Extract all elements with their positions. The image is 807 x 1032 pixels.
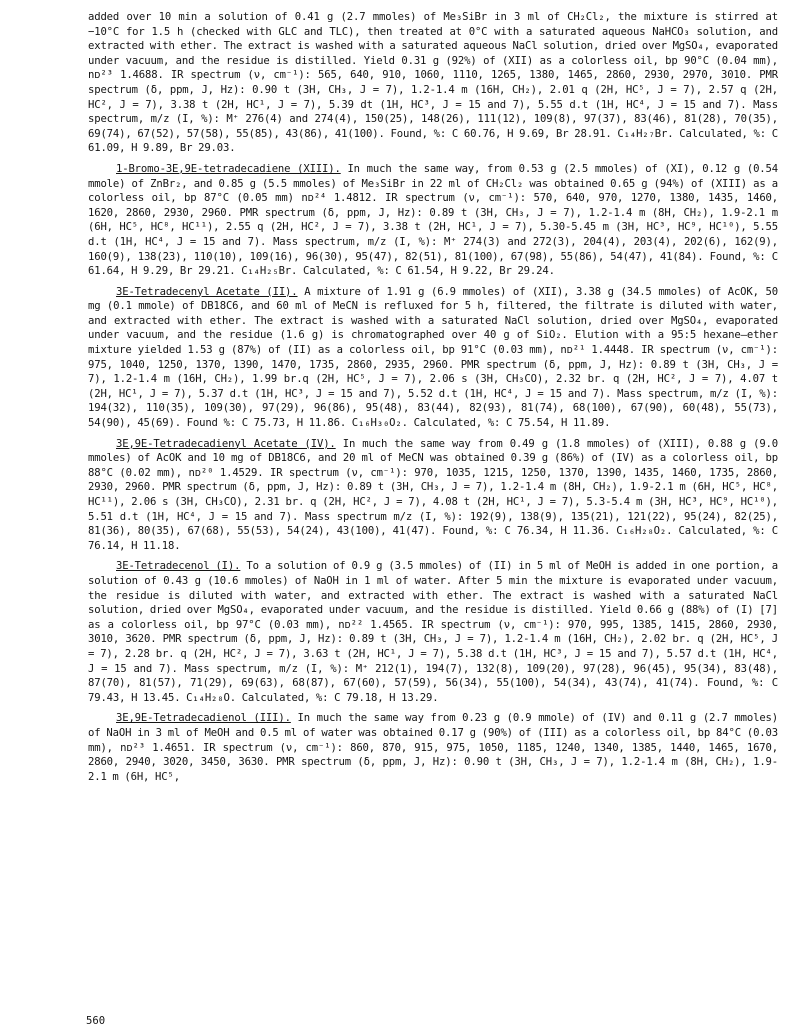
section-heading: 3E,9E-Tetradecadienol (III). bbox=[116, 712, 291, 725]
paragraph-continuation bbox=[88, 10, 778, 156]
paragraph-iv bbox=[88, 437, 778, 554]
paragraph-xiii bbox=[88, 162, 778, 279]
page-body bbox=[88, 10, 778, 790]
paragraph-body: In much the same way, from 0.53 g (2.5 mmoles) of (XI), 0.12 g (0.54 mmole) of ZnBr₂, and 0.85 g (5.5 mmoles) of Me₃SiBr in 22 ml of CH₂Cl₂ was obtained 0.65 g (94%) of (XIII) as a colorless oil, bp 87°C (0.05 mm) nᴅ²⁴ 1.4812. IR spectrum (ν, cm⁻¹): 570, 640, 970, 1270, 1380, 1435, 1460, 1620, 2860, 2930, 2960. PMR spectrum (δ, ppm, J, Hz): 0.89 t (3H, CH₃, J = 7), 1.2-1.4 m (8H, CH₂), 1.9-2.1 m (6H, HC⁵, HC⁸, HC¹¹), 2.55 q (2H, HC², J = 7), 3.38 t (2H, HC¹, J = 7), 5.30-5.45 m (3H, HC³, HC⁹, HC¹⁰), 5.55 d.t (1H, HC⁴, J = 15 and 7). Mass spectrum, m/z (I, %): M⁺ 274(3) and 272(3), 204(4), 203(4), 202(6), 162(9), 160(9), 138(23), 110(10), 109(16), 96(30), 95(47), 82(51), 81(100), 67(98), 55(86), 54(47), 41(84). Found, %: C 61.64, H 9.29, Br 29.21. C₁₄H₂₅Br. Calculated, %: C 61.54, H 9.22, Br 29.24. bbox=[88, 162, 778, 278]
section-heading: 3E-Tetradecenyl Acetate (II). bbox=[116, 285, 298, 298]
section-heading: 3E-Tetradecenol (I). bbox=[116, 560, 241, 573]
section-heading: 3E,9E-Tetradecadienyl Acetate (IV). bbox=[116, 437, 336, 450]
paragraph-i bbox=[88, 559, 778, 705]
paragraph-ii bbox=[88, 285, 778, 431]
paragraph-body: A mixture of 1.91 g (6.9 mmoles) of (XII), 3.38 g (34.5 mmoles) of AcOK, 50 mg (0.1 mmole) of DB18C6, and 60 ml of MeCN is refluxed for 5 h, filtered, the filtrate is diluted with water, and extracted with ether. The extract is washed with a saturated NaCl solution, dried over MgSO₄, evaporated under vacuum, and the residue (1.6 g) is chromatographed over 40 g of SiO₂. Elution with a 95:5 hexane—ether mixture yielded 1.53 g (87%) of (II) as a colorless oil, bp 91°C (0.03 mm), nᴅ²¹ 1.4448. IR spectrum (ν, cm⁻¹): 975, 1040, 1250, 1370, 1390, 1470, 1735, 2860, 2935, 2960. PMR spectrum (δ, ppm, J, Hz): 0.89 t (3H, CH₃, J = 7), 1.2-1.4 m (16H, CH₂), 1.99 br.q (2H, HC⁵, J = 7), 2.06 s (3H, CH₃CO), 2.32 br. q (2H, HC², J = 7), 4.07 t (2H, HC¹, J = 7), 5.37 d.t (1H, HC³, J = 15 and 7), 5.52 d.t (1H, HC⁴, J = 15 and 7). Mass spectrum, m/z (I, %): 194(32), 110(35), 109(30), 97(29), 96(86), 95(48), 83(44), 82(93), 81(74), 68(100), 67(90), 60(48), 55(73), 54(90), 45(69). Found %: C 75.73, H 11.86. C₁₆H₃₀O₂. Calculated, %: C 75.54, H 11.89. bbox=[88, 285, 778, 430]
section-heading: 1-Bromo-3E,9E-tetradecadiene (XIII). bbox=[116, 162, 341, 175]
paragraph-iii bbox=[88, 711, 778, 784]
page-number: 560 bbox=[86, 1015, 106, 1027]
paragraph-body: In much the same way from 0.49 g (1.8 mmoles) of (XIII), 0.88 g (9.0 mmoles) of AcOK and 10 mg of DB18C6, and 20 ml of MeCN was obtained 0.39 g (86%) of (IV) as a colorless oil, bp 88°C (0.02 mm), nᴅ²⁰ 1.4529. IR spectrum (ν, cm⁻¹): 970, 1035, 1215, 1250, 1370, 1390, 1435, 1460, 1735, 2860, 2930, 2960. PMR spectrum (δ, ppm, J, Hz): 0.89 t (3H, CH₃, J = 7), 1.2-1.4 m (8H, CH₂), 1.9-2.1 m (6H, HC⁵, HC⁸, HC¹¹), 2.06 s (3H, CH₃CO), 2.31 br. q (2H, HC², J = 7), 4.08 t (2H, HC¹, J = 7), 5.3-5.4 m (3H, HC³, HC⁹, HC¹⁰), 5.51 d.t (1H, HC⁴, J = 15 and 7). Mass spectrum m/z (I, %): 192(9), 138(9), 135(21), 121(22), 95(24), 82(25), 81(36), 80(35), 67(68), 55(53), 54(24), 43(100), 41(47). Found, %: C 76.34, H 11.36. C₁₆H₂₈O₂. Calculated, %: C 76.14, H 11.18. bbox=[88, 437, 779, 552]
paragraph-body: added over 10 min a solution of 0.41 g (2.7 mmoles) of Me₃SiBr in 3 ml of CH₂Cl₂, the mixture is stirred at −10°C for 1.5 h (checked with GLC and TLC), then treated at 0°C with a saturated aqueous NaHCO₃ solution, and extracted with ether. The extract is washed with a saturated aqueous NaCl solution, dried over MgSO₄, evaporated under vacuum, and the residue is distilled. Yield 0.31 g (92%) of (XII) as a colorless oil, bp 90°C (0.04 mm), nᴅ²³ 1.4688. IR spectrum (ν, cm⁻¹): 565, 640, 910, 1060, 1110, 1265, 1380, 1465, 2860, 2930, 2970, 3010. PMR spectrum (δ, ppm, J, Hz): 0.90 t (3H, CH₃, J = 7), 1.2-1.4 m (16H, CH₂), 2.01 q (2H, HC⁵, J = 7), 2.57 q (2H, HC², J = 7), 3.38 t (2H, HC¹, J = 7), 5.39 dt (1H, HC³, J = 15 and 7), 5.55 d.t (1H, HC⁴, J = 15 and 7). Mass spectrum, m/z (I, %): M⁺ 276(4) and 274(4), 150(25), 148(26), 111(12), 109(8), 97(37), 83(46), 81(28), 70(35), 69(74), 67(52), 57(58), 55(85), 43(86), 41(100). Found, %: C 60.76, H 9.69, Br 28.91. C₁₄H₂₇Br. Calculated, %: C 61.09, H 9.89, Br 29.03. bbox=[88, 11, 778, 155]
paragraph-body: In much the same way from 0.23 g (0.9 mmole) of (IV) and 0.11 g (2.7 mmoles) of NaOH in 3 ml of MeOH and 0.5 ml of water was obtained 0.17 g (90%) of (III) as a colorless oil, bp 84°C (0.03 mm), nᴅ²³ 1.4651. IR spectrum (ν, cm⁻¹): 860, 870, 915, 975, 1050, 1185, 1240, 1340, 1385, 1440, 1465, 1670, 2860, 2940, 3020, 3450, 3630. PMR spectrum (δ, ppm, J, Hz): 0.90 t (3H, CH₃, J = 7), 1.2-1.4 m (8H, CH₂), 1.9-2.1 m (6H, HC⁵, bbox=[88, 712, 778, 783]
paragraph-body: To a solution of 0.9 g (3.5 mmoles) of (II) in 5 ml of MeOH is added in one portion, a solution of 0.43 g (10.6 mmoles) of NaOH in 1 ml of water. After 5 min the mixture is evaporated under vacuum, the residue is diluted with water, and extracted with ether. The extract is washed with a saturated NaCl solution, dried over MgSO₄, evaporated under vacuum, and the residue is distilled. Yield 0.66 g (88%) of (I) [7] as a colorless oil, bp 97°C (0.03 mm), nᴅ²² 1.4565. IR spectrum (ν, cm⁻¹): 970, 995, 1385, 1415, 2860, 2930, 3010, 3620. PMR spectrum (δ, ppm, J, Hz): 0.89 t (3H, CH₃, J = 7), 1.2-1.4 m (16H, CH₂), 2.02 br. q (2H, HC⁵, J = 7), 2.28 br. q (2H, HC², J = 7), 3.63 t (2H, HC¹, J = 7), 5.38 d.t (1H, HC³, J = 15 and 7), 5.57 d.t (1H, HC⁴, J = 15 and 7). Mass spectrum, m/z (I, %): M⁺ 212(1), 194(7), 132(8), 109(20), 97(28), 96(45), 95(34), 83(48), 87(70), 81(57), 71(29), 69(63), 68(87), 67(60), 57(59), 56(34), 55(100), 54(34), 43(74), 41(74). Found, %: C 79.43, H 13.45. C₁₄H₂₈O. Calculated, %: C 79.18, H 13.29. bbox=[88, 560, 778, 704]
